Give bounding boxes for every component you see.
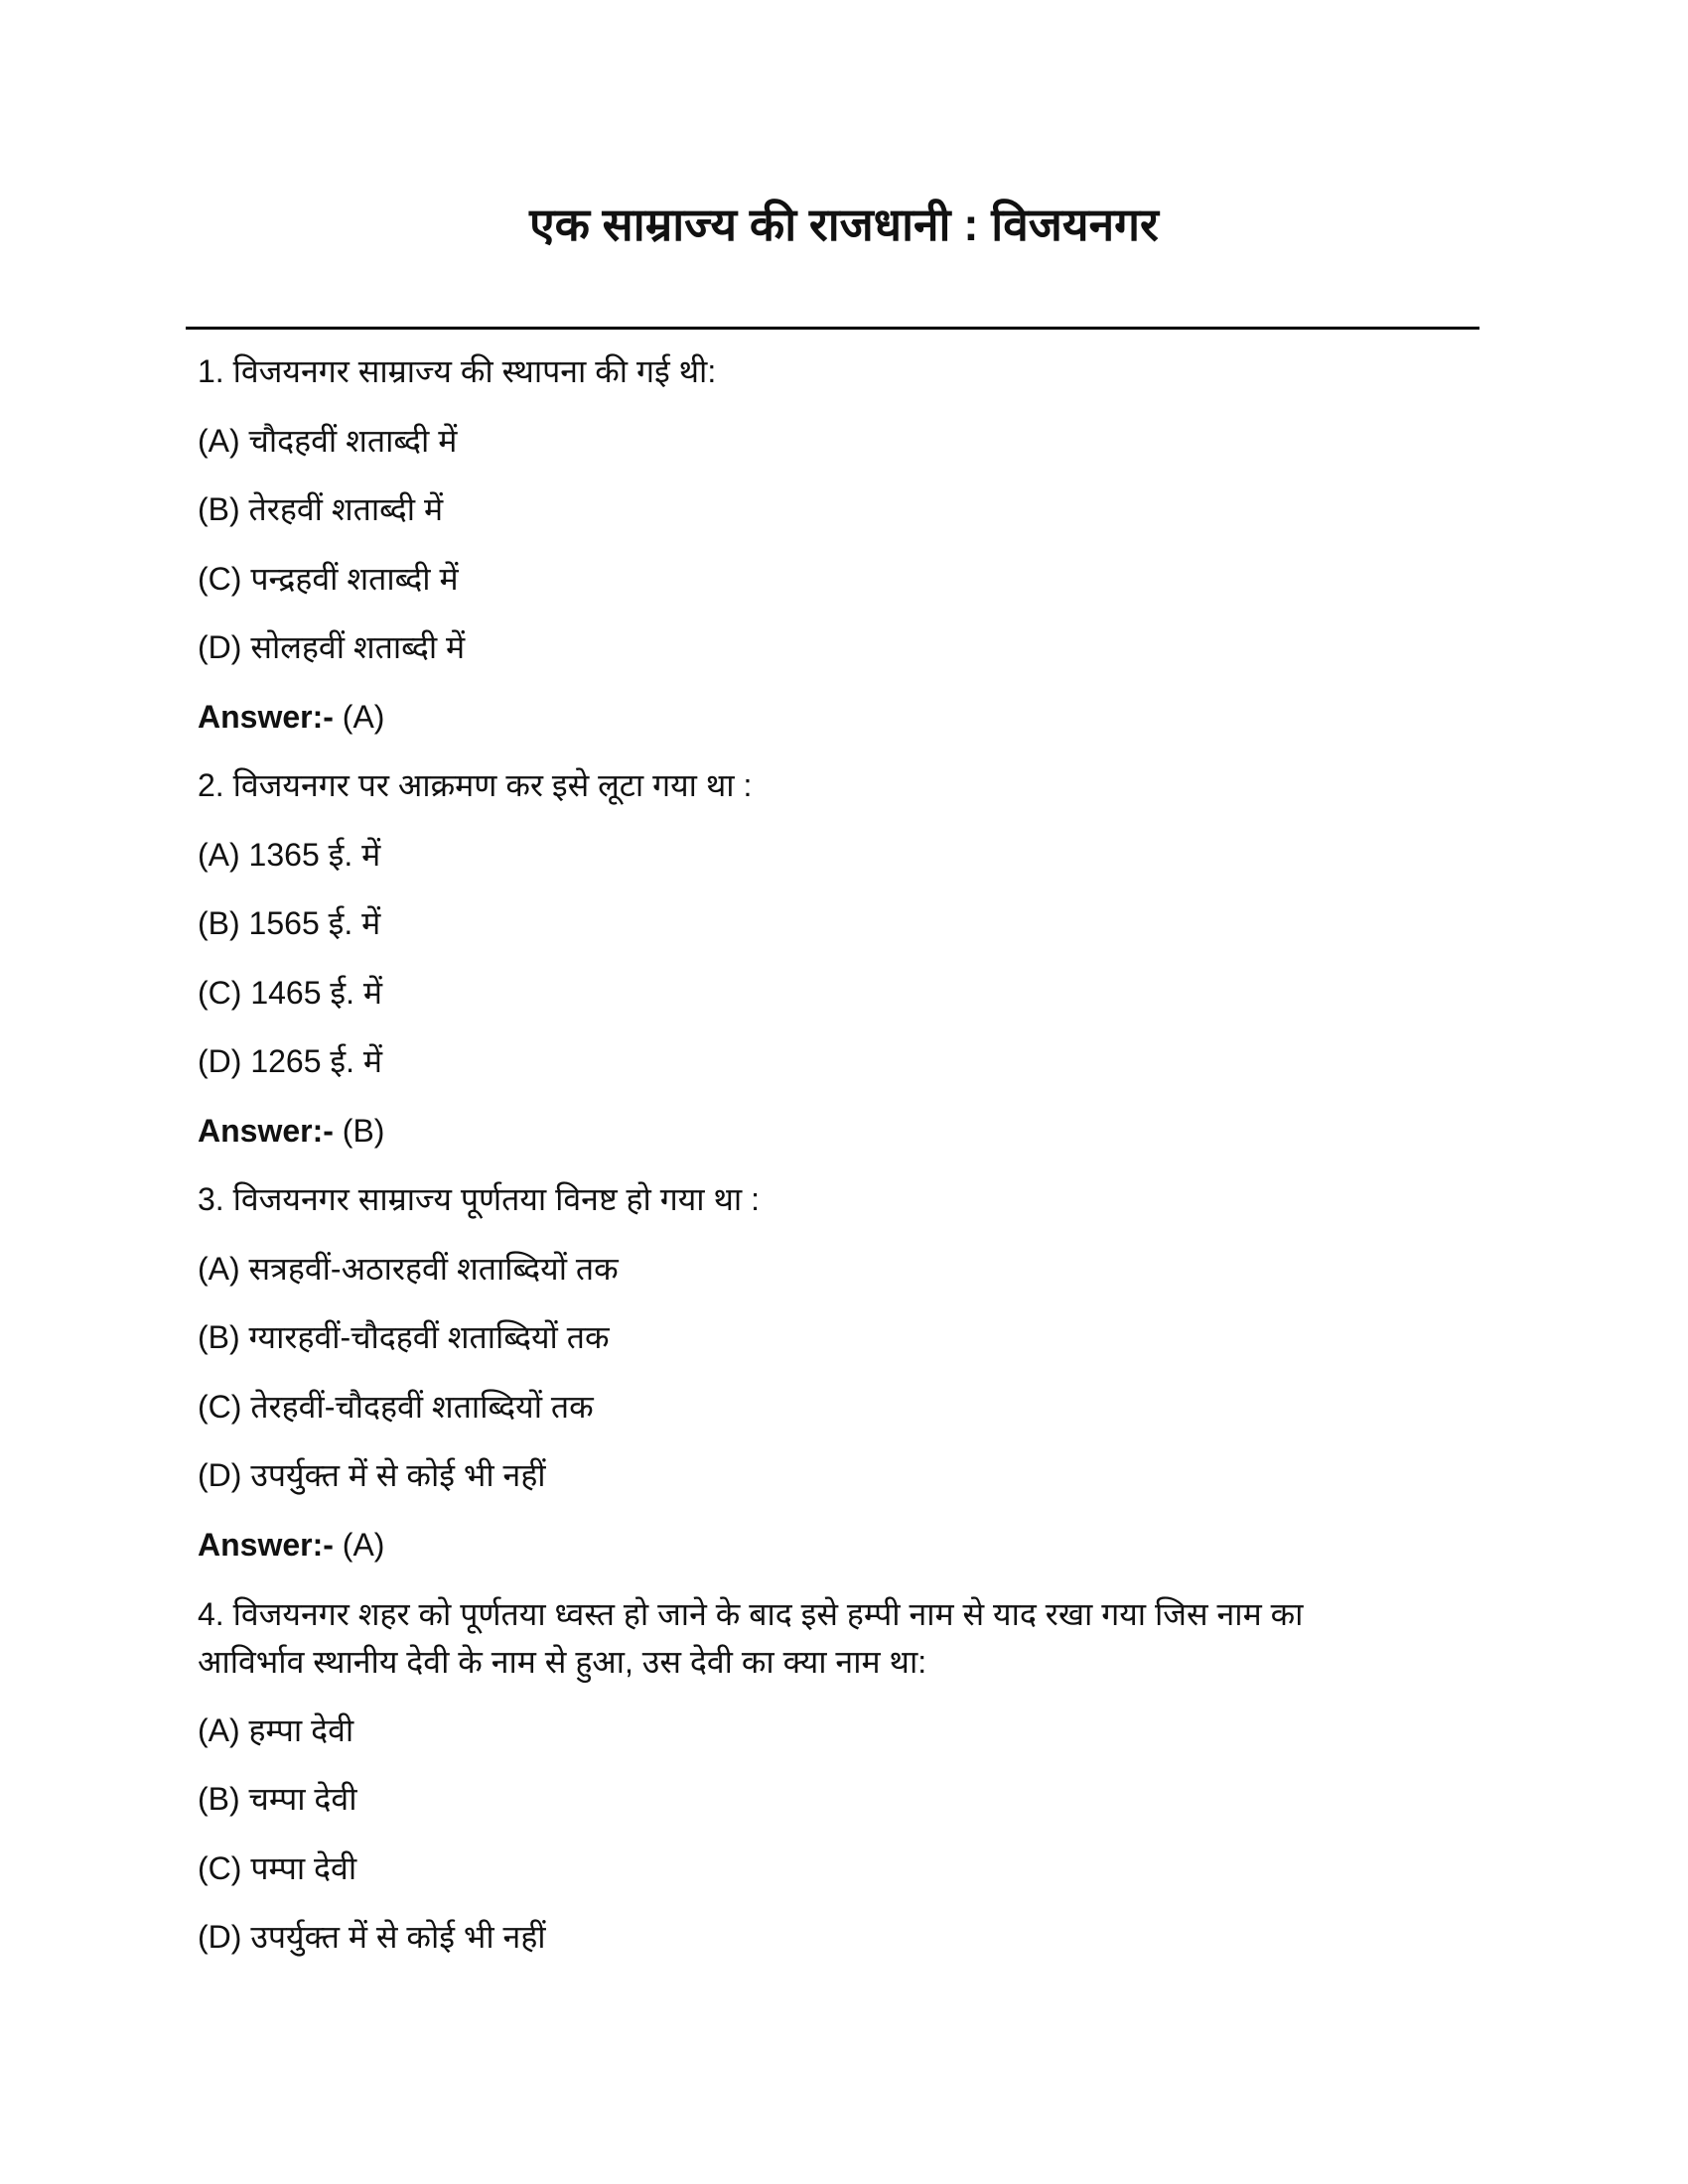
answer-label: Answer:- [198,1526,334,1563]
option: (A) चौदहवीं शताब्दी में [198,422,458,459]
question-text [198,1579,1488,1697]
answer-label: Answer:- [198,1112,334,1149]
option: (B) चम्पा देवी [198,1781,357,1817]
answer-value: (A) [342,698,385,735]
option: (C) पम्पा देवी [198,1849,357,1886]
option: (D) उपर्युक्त में से कोई भी नहीं [198,1919,546,1955]
answer-value: (A) [342,1526,385,1563]
option: (D) उपर्युक्त में से कोई भी नहीं [198,1457,546,1493]
option: (A) सत्रहवीं-अठारहवीं शताब्दियों तक [198,1250,619,1287]
option: (B) तेरहवीं शताब्दी में [198,491,444,527]
option: (D) सोलहवीं शताब्दी में [198,629,466,665]
question-text: 3. विजयनगर साम्राज्य पूर्णतया विनष्ट हो गया था : [198,1181,760,1217]
question-list [198,338,1488,1973]
page-title: एक साम्राज्य की राजधानी : विजयनगर [529,199,1159,250]
question-text-line-2: आविर्भाव स्थानीय देवी के नाम से हुआ, उस देवी का क्या नाम था: [198,1643,927,1680]
answer-line [198,1097,1488,1166]
answer-line [198,683,1488,752]
option: (A) हम्पा देवी [198,1711,354,1748]
option: (B) ग्यारहवीं-चौदहवीं शताब्दियों तक [198,1319,610,1355]
question-text: 2. विजयनगर पर आक्रमण कर इसे लूटा गया था : [198,767,753,803]
answer-label: Answer:- [198,698,334,735]
option: (B) 1565 ई. में [198,905,381,941]
option: (C) 1465 ई. में [198,974,383,1011]
option: (C) पन्द्रहवीं शताब्दी में [198,560,459,597]
option: (D) 1265 ई. में [198,1043,383,1079]
title-divider [186,327,1479,330]
option: (C) तेरहवीं-चौदहवीं शताब्दियों तक [198,1388,594,1425]
option: (A) 1365 ई. में [198,836,381,873]
question-text: 1. विजयनगर साम्राज्य की स्थापना की गई थी: [198,353,717,389]
question-text-line-1: 4. विजयनगर शहर को पूर्णतया ध्वस्त हो जाने के बाद इसे हम्पी नाम से याद रखा गया जिस नाम का [198,1595,1304,1632]
answer-value: (B) [342,1112,385,1149]
answer-line [198,1511,1488,1580]
